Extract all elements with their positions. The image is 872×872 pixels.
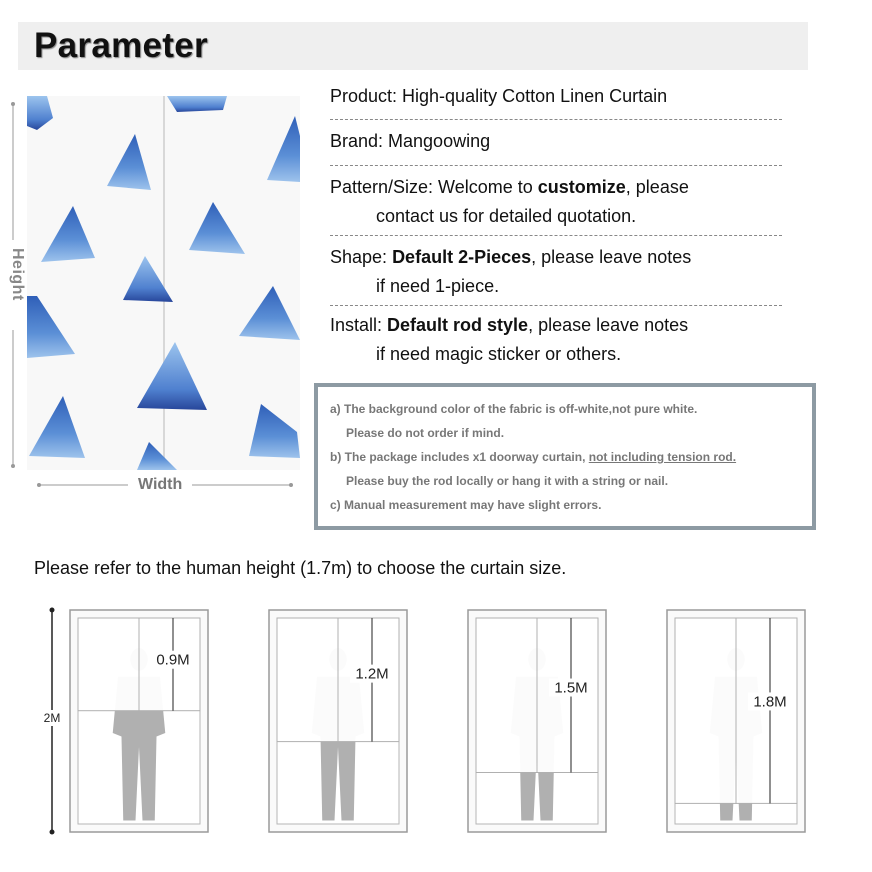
size-label: 0.9M (156, 651, 190, 669)
spec-pattern-bold: customize (537, 177, 626, 197)
note-a-line2: Please do not order if mind. (346, 426, 505, 440)
note-b-prefix: b) The package includes x1 doorway curtain, (330, 450, 589, 464)
spec-shape-prefix: Shape: (330, 247, 393, 267)
spec-divider (330, 165, 782, 166)
spec-install (330, 311, 688, 369)
spec-pattern (330, 173, 689, 231)
door-height-guide (40, 608, 64, 835)
size-diagram-1-2m (269, 610, 407, 832)
curtain-panel-left (277, 618, 338, 742)
size-diagrams (30, 600, 830, 850)
spec-install-prefix: Install: (330, 315, 388, 335)
width-label: Width (128, 476, 192, 494)
curtain-panel-left (675, 618, 736, 803)
spec-pattern-prefix: Pattern/Size: Welcome to (330, 177, 538, 197)
size-diagram-1-5m (468, 610, 606, 832)
spec-shape (330, 243, 691, 301)
spec-divider (330, 235, 782, 236)
note-c-line1: c) Manual measurement may have slight errors. (330, 498, 602, 512)
note-a-line1: a) The background color of the fabric is off-white,not pure white. (330, 402, 698, 416)
spec-product: Product: High-quality Cotton Linen Curtain (330, 86, 668, 106)
spec-shape-bold: Default 2-Pieces (392, 247, 532, 267)
size-label: 1.5M (554, 679, 588, 697)
size-diagram-1-8m (667, 610, 805, 832)
note-b-underlined: not including tension rod. (588, 450, 737, 464)
spec-pattern-line2: contact us for detailed quotation. (376, 206, 637, 226)
curtain-panel-left (476, 618, 537, 773)
curtain-preview-image (27, 96, 300, 470)
size-instruction: Please refer to the human height (1.7m) to choose the curtain size. (34, 558, 567, 578)
spec-shape-line2: if need 1-piece. (376, 276, 500, 296)
spec-pattern-suffix: , please (625, 177, 689, 197)
spec-divider (330, 119, 782, 120)
size-label: 1.8M (753, 693, 787, 711)
spec-install-line2: if need magic sticker or others. (376, 344, 622, 364)
size-label: 1.2M (355, 665, 389, 683)
curtain-panel-left (78, 618, 139, 711)
page-title: Parameter (34, 26, 208, 65)
door-height-label: 2M (43, 711, 61, 725)
spec-shape-suffix: , please leave notes (531, 247, 692, 267)
size-diagram-0-9m (70, 610, 208, 832)
spec-divider (330, 305, 782, 306)
note-b-line2: Please buy the rod locally or hang it with a string or nail. (346, 474, 669, 488)
notes-box (314, 383, 816, 530)
height-label: Height (9, 248, 26, 301)
spec-install-bold: Default rod style (387, 315, 529, 335)
spec-install-suffix: , please leave notes (528, 315, 689, 335)
curtain-panel-right (736, 618, 797, 803)
spec-brand: Brand: Mangoowing (330, 131, 491, 151)
note-b-line1 (330, 450, 736, 464)
